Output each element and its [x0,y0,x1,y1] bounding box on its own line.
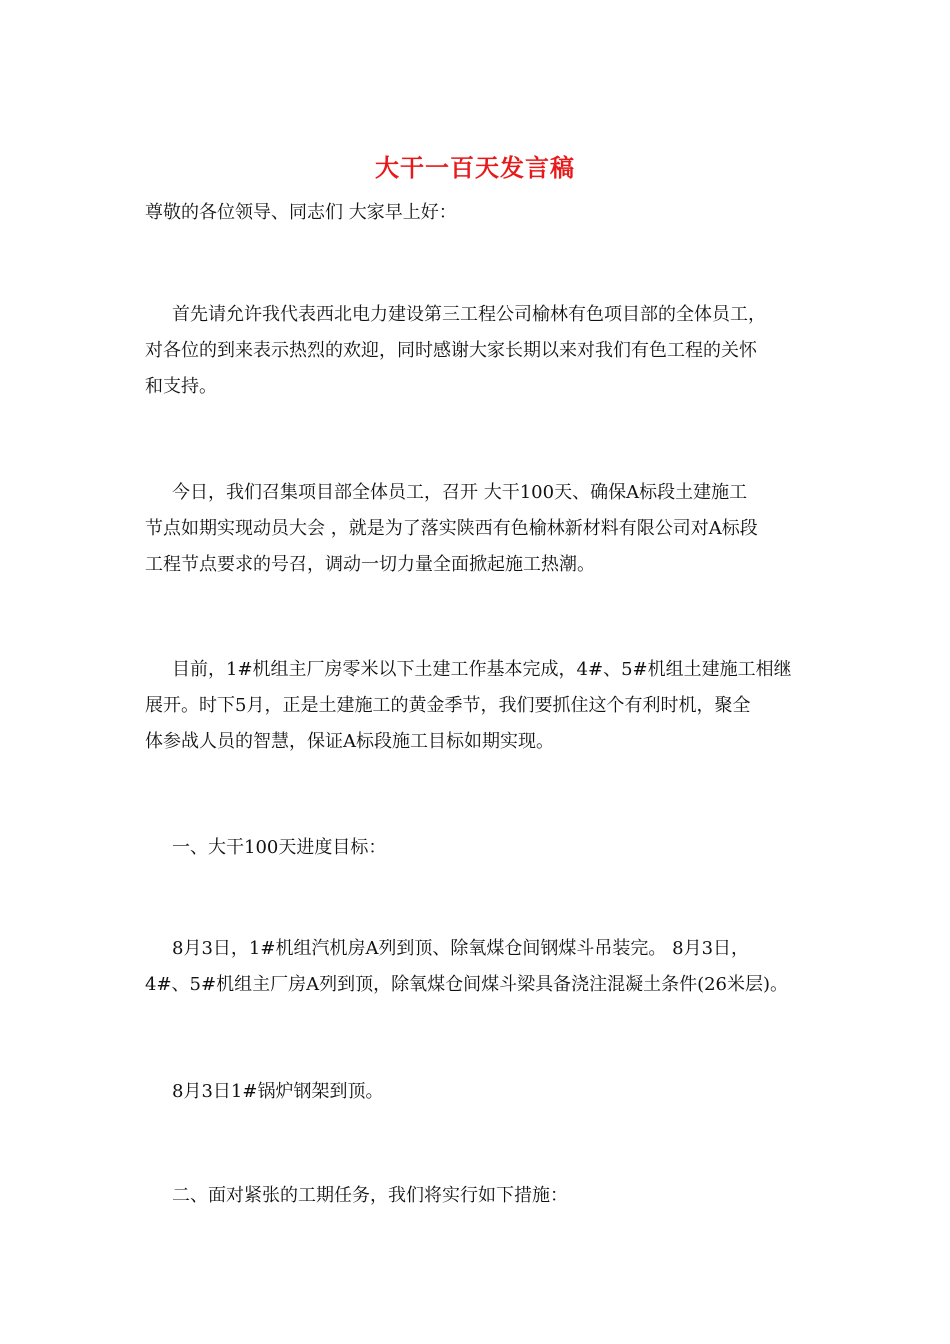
paragraph-line: 节点如期实现动员大会 ，就是为了落实陕西有色榆林新材料有限公司对A标段 [145,518,758,539]
paragraph-line: 体参战人员的智慧，保证A标段施工目标如期实现。 [145,731,554,752]
paragraph-boiler [145,1074,815,1110]
section-heading-text: 一、大干100天进度目标： [172,837,387,858]
paragraph-status [145,652,815,760]
paragraph-line: 8月3日1#锅炉钢架到顶。 [172,1081,384,1102]
paragraph-line: 目前，1#机组主厂房零米以下土建工作基本完成，4#、5#机组土建施工相继 [172,659,792,680]
paragraph-milestones [145,931,815,1003]
paragraph-line: 对各位的到来表示热烈的欢迎，同时感谢大家长期以来对我们有色工程的关怀 [145,340,757,361]
document-title: 大干一百天发言稿 [375,153,575,182]
section-heading-measures [145,1178,815,1214]
paragraph-line: 和支持。 [145,376,217,397]
salutation [145,195,815,231]
paragraph-line: 首先请允许我代表西北电力建设第三工程公司榆林有色项目部的全体员工， [172,304,766,325]
paragraph-line: 4#、5#机组主厂房A列到顶，除氧煤仓间煤斗梁具备浇注混凝土条件(26米层)。 [145,974,789,995]
paragraph-line: 今日，我们召集项目部全体员工，召开 大干100天、确保A标段土建施工 [172,482,748,503]
paragraph-greeting [145,297,815,405]
paragraph-line: 展开。时下5月，正是土建施工的黄金季节，我们要抓住这个有利时机，聚全 [145,695,751,716]
paragraph-meeting [145,475,815,583]
paragraph-line: 8月3日，1#机组汽机房A列到顶、除氧煤仓间钢煤斗吊装完。 8月3日， [172,938,750,959]
paragraph-line: 工程节点要求的号召，调动一切力量全面掀起施工热潮。 [145,554,595,575]
salutation-text: 尊敬的各位领导、同志们 大家早上好： [145,202,457,223]
section-heading-text: 二、面对紧张的工期任务，我们将实行如下措施： [172,1185,568,1206]
section-heading-goals [145,830,815,866]
